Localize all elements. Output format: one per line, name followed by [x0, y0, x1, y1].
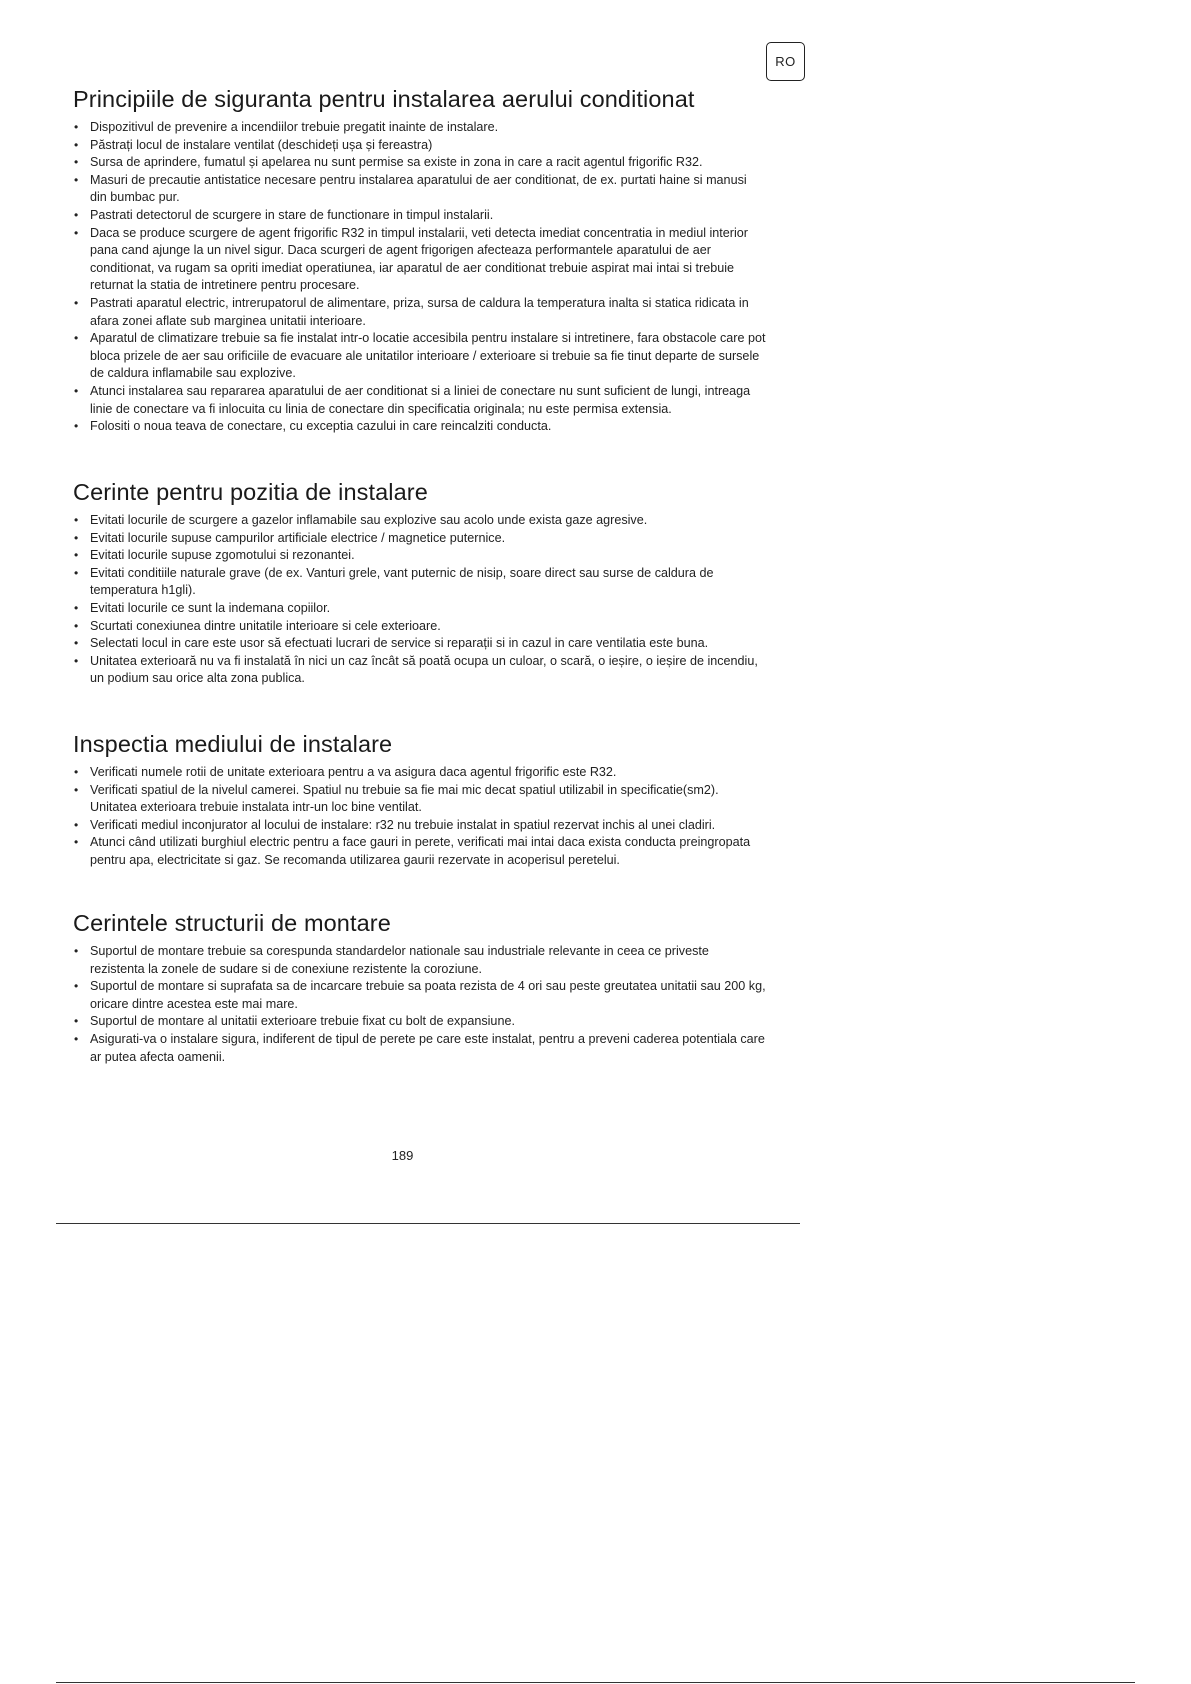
list-item: • Selectati locul in care este usor să efectuati lucrari de service si reparații si in cazul in care ventilatia este buna. [73, 635, 766, 653]
list-item: • Sursa de aprindere, fumatul și apelarea nu sunt permise sa existe in zona in care a racit agentul frigorific R32. [73, 154, 766, 172]
list-item: • Folositi o noua teava de conectare, cu exceptia cazului in care reincalziti conducta. [73, 418, 766, 436]
page-number: 189 [391, 1148, 414, 1163]
list-item: • Verificati numele rotii de unitate exterioara pentru a va asigura daca agentul frigorific este R32. [73, 764, 766, 782]
divider [56, 1682, 1135, 1683]
list-item: • Daca se produce scurgere de agent frigorific R32 in timpul instalarii, veti detecta imediat concentratia in mediul interior pana cand ajunge la un nivel sigur. Daca scurgeri de agent frigorigen afecteaza performantele aparatului de aer conditionat, va rugam sa opriti imediat operatiunea, iar aparatul de aer conditionat trebuie aspirat mai intai si trebuie returnat la statia de intretinere pentru procesare. [73, 225, 766, 295]
list-item: • Suportul de montare al unitatii exterioare trebuie fixat cu bolt de expansiune. [73, 1013, 766, 1031]
section-environment-inspection [73, 731, 766, 870]
section-title: Inspectia mediului de instalare [73, 731, 393, 757]
list-item: • Verificati mediul inconjurator al locului de instalare: r32 nu trebuie instalat in spatiul rezervat inchis al unei cladiri. [73, 817, 766, 835]
bullet-list [73, 512, 766, 688]
list-item: • Evitati locurile supuse campurilor artificiale electrice / magnetice puternice. [73, 530, 766, 548]
list-item: • Scurtati conexiunea dintre unitatile interioare si cele exterioare. [73, 618, 766, 636]
list-item: • Masuri de precautie antistatice necesare pentru instalarea aparatului de aer conditionat, de ex. purtati haine si manusi din bumbac pur. [73, 172, 766, 207]
list-item: • Pastrati detectorul de scurgere in stare de functionare in timpul instalarii. [73, 207, 766, 225]
list-item: • Pastrati aparatul electric, intrerupatorul de alimentare, priza, sursa de caldura la temperatura inalta si statica ridicata in afara zonei aflate sub marginea unitatii interioare. [73, 295, 766, 330]
list-item: • Evitati locurile de scurgere a gazelor inflamabile sau explozive sau acolo unde exista gaze agresive. [73, 512, 766, 530]
list-item: • Evitati locurile ce sunt la indemana copiilor. [73, 600, 766, 618]
section-title: Cerinte pentru pozitia de instalare [73, 479, 428, 505]
list-item: • Aparatul de climatizare trebuie sa fie instalat intr-o locatie accesibila pentru instalare si intretinere, fara obstacole care pot bloca prizele de aer sau orificiile de evacuare ale unitatilor interioare / exterioare si trebuie sa fie tinut departe de sursele de caldura inflamabile sau explozive. [73, 330, 766, 383]
divider [56, 1223, 800, 1224]
list-item: • Atunci când utilizati burghiul electric pentru a face gauri in perete, verificati mai intai daca exista conducta preingropata pentru apa, electricitate si gaz. Se recomanda utilizarea gaurii rezervate in acoperisul peretelui. [73, 834, 766, 869]
list-item: • Unitatea exterioară nu va fi instalată în nici un caz încât să poată ocupa un culoar, o scară, o ieșire, o ieșire de incendiu, un podium sau orice alta zona publica. [73, 653, 766, 688]
list-item: • Evitati conditiile naturale grave (de ex. Vanturi grele, vant puternic de nisip, soare direct sau surse de caldura de temperatura h1gli). [73, 565, 766, 600]
bullet-list [73, 764, 766, 870]
language-badge: RO [766, 42, 805, 81]
section-title: Cerintele structurii de montare [73, 910, 391, 936]
bullet-list [73, 119, 766, 436]
list-item: • Asigurati-va o instalare sigura, indiferent de tipul de perete pe care este instalat, pentru a preveni caderea potentiala care ar putea afecta oamenii. [73, 1031, 766, 1066]
list-item: • Păstrați locul de instalare ventilat (deschideți ușa și fereastra) [73, 137, 766, 155]
bullet-list [73, 943, 766, 1066]
section-installation-position [73, 479, 766, 688]
list-item: • Atunci instalarea sau repararea aparatului de aer conditionat si a liniei de conectare nu sunt suficient de lungi, intreaga linie de conectare va fi inlocuita cu linia de conectare din specificatia originala; nu este permisa extensia. [73, 383, 766, 418]
section-safety-principles [73, 86, 766, 436]
list-item: • Dispozitivul de prevenire a incendiilor trebuie pregatit inainte de instalare. [73, 119, 766, 137]
section-title: Principiile de siguranta pentru instalarea aerului conditionat [73, 86, 695, 112]
list-item: • Suportul de montare trebuie sa corespunda standardelor nationale sau industriale relevante in ceea ce priveste rezistenta la zonele de sudare si de conexiune rezistente la coroziune. [73, 943, 766, 978]
list-item: • Evitati locurile supuse zgomotului si rezonantei. [73, 547, 766, 565]
list-item: • Suportul de montare si suprafata sa de incarcare trebuie sa poata rezista de 4 ori sau peste greutatea unitatii sau 200 kg, oricare dintre acestea este mai mare. [73, 978, 766, 1013]
section-mounting-structure [73, 910, 766, 1066]
list-item: • Verificati spatiul de la nivelul camerei. Spatiul nu trebuie sa fie mai mic decat spatiul utilizabil in specificatie(sm2). Unitatea exterioara trebuie instalata intr-un loc bine ventilat. [73, 782, 766, 817]
